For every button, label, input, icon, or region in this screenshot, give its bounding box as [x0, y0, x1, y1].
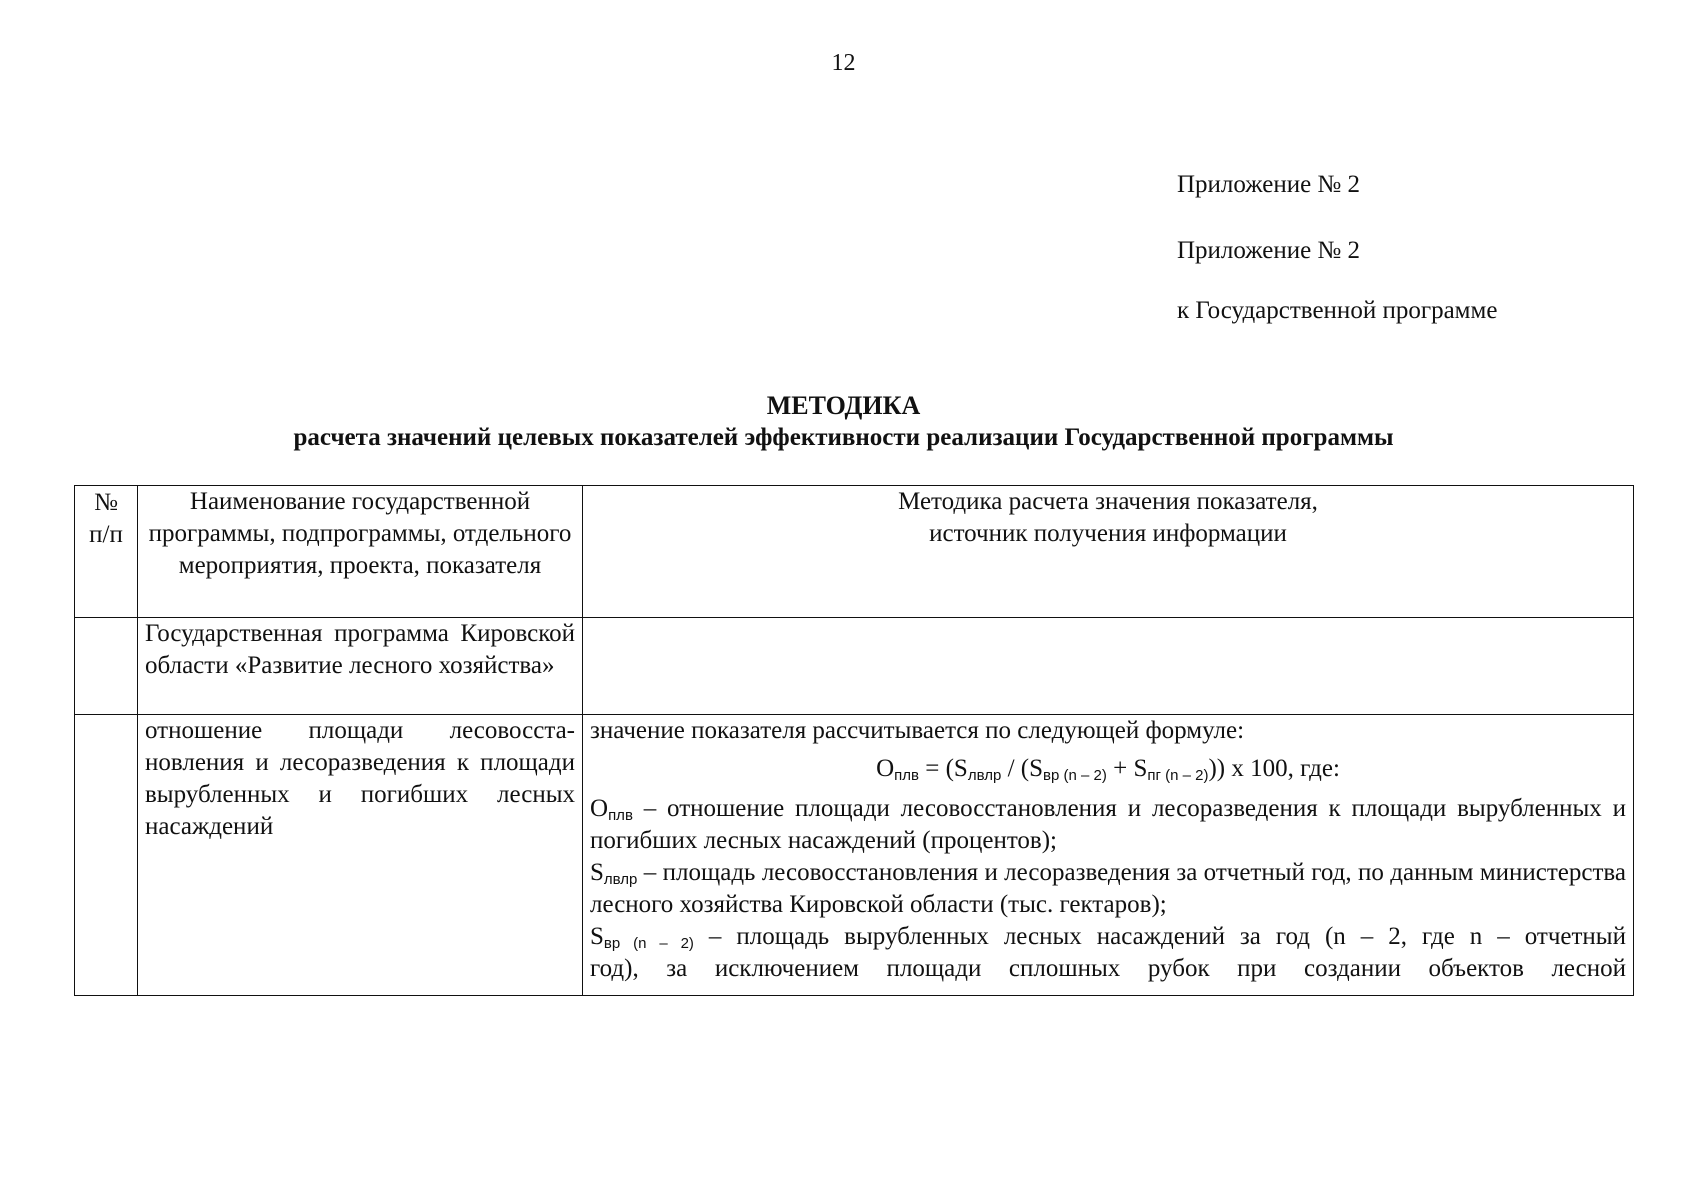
- def1-text: – отношение площади лесовосстановления и лесоразведения к площади вырубленных и погибших лесных насаждений (процентов);: [590, 795, 1626, 854]
- def2-symbol: S: [590, 859, 604, 886]
- formula: [590, 753, 1626, 785]
- definition-s-vr-line2: год), за исключением площади сплошных рубок при создании объектов лесной: [590, 955, 1626, 982]
- def2-subscript: лвлр: [603, 871, 638, 888]
- formula-s3-sub: пг (n – 2): [1147, 767, 1209, 784]
- def1-symbol: O: [590, 795, 609, 822]
- table-row-indicator: [75, 715, 1634, 996]
- def3-text-a: – площадь вырубленных лесных насаждений за год (n – 2, где n – отчетный: [693, 923, 1626, 950]
- indicator-number-cell: [75, 715, 138, 996]
- formula-s1-sub: лвлр: [967, 767, 1002, 784]
- indicator-name-cell: отношение площади лесовосстановления и лесоразведения к площади вырубленных и погибших лесных насаждений: [138, 715, 583, 996]
- definition-s-vr-line1: [590, 921, 1626, 953]
- header-method-line2: источник получения информации: [929, 520, 1287, 547]
- def3-subscript: вр (n – 2): [603, 935, 694, 952]
- document-subtitle: расчета значений целевых показателей эффективности реализации Государственной программы: [293, 424, 1394, 451]
- program-number-cell: [75, 618, 138, 715]
- formula-plus: + S: [1106, 755, 1148, 782]
- table-header-row: [75, 486, 1634, 618]
- def1-subscript: плв: [608, 807, 633, 824]
- formula-s2-sub: вр (n – 2): [1043, 767, 1107, 784]
- program-name-cell: Государственная программа Кировской области «Развитие лесного хозяйства»: [138, 618, 583, 715]
- header-number-line2: п/п: [89, 521, 123, 548]
- definition-o-plv: [590, 793, 1626, 857]
- program-method-cell: [583, 618, 1634, 715]
- header-number-cell: [75, 486, 138, 618]
- formula-lhs-sub: плв: [894, 767, 919, 784]
- def3-symbol: S: [590, 923, 604, 950]
- header-number-line1: №: [94, 489, 118, 516]
- formula-lhs: O: [876, 755, 895, 782]
- formula-eq: = (S: [919, 755, 968, 782]
- document-title: МЕТОДИКА: [766, 391, 921, 420]
- formula-intro: значение показателя рассчитывается по следующей формуле:: [590, 717, 1245, 744]
- formula-mid: / (S: [1001, 755, 1043, 782]
- header-method-cell: [583, 486, 1634, 618]
- def2-text: – площадь лесовосстановления и лесоразведения за отчетный год, по данным министерства лесного хозяйства Кировской области (тыс. гектаров);: [590, 859, 1626, 918]
- definition-s-lvlr: [590, 857, 1626, 921]
- methodology-table: [74, 485, 1634, 996]
- appendix-line-2: Приложение № 2: [1177, 237, 1361, 264]
- formula-tail: )) x 100, где:: [1208, 755, 1340, 782]
- appendix-line-3: к Государственной программе: [1177, 297, 1498, 324]
- header-name-cell: Наименование государственной программы, подпрограммы, отдельного мероприятия, проекта, показателя: [138, 486, 583, 618]
- header-method-line1: Методика расчета значения показателя,: [898, 488, 1318, 515]
- appendix-line-1: Приложение № 2: [1177, 171, 1361, 198]
- indicator-method-cell: [583, 715, 1634, 996]
- page-number: 12: [831, 50, 856, 76]
- table-row-program: [75, 618, 1634, 715]
